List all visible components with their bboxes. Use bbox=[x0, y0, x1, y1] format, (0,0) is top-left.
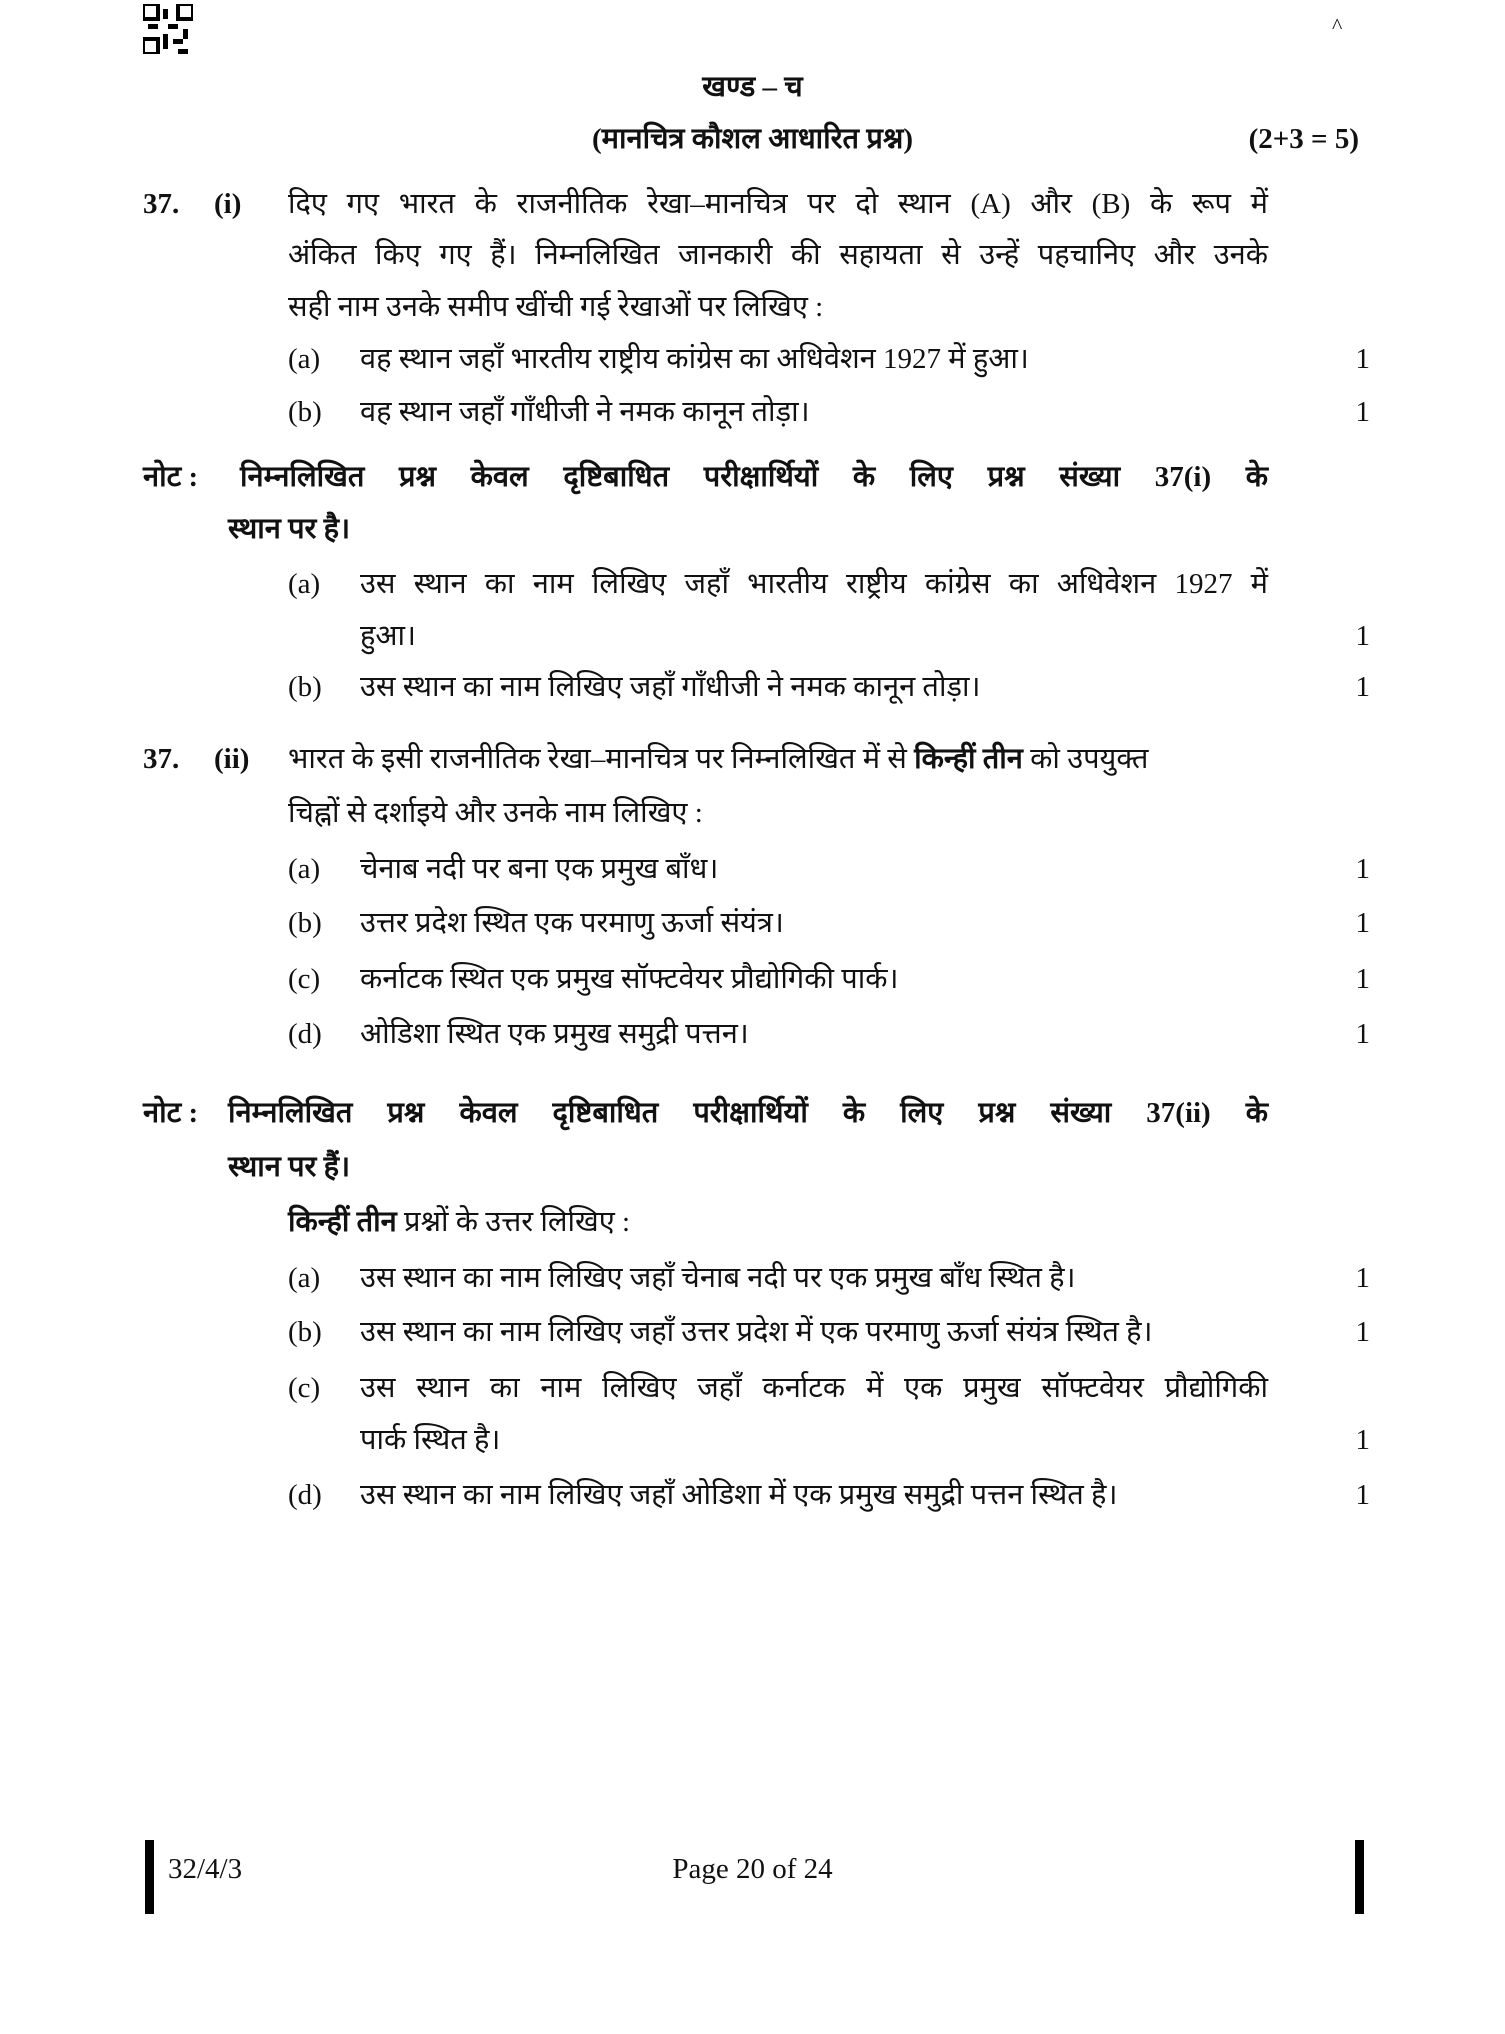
item-marks: 1 bbox=[1355, 907, 1370, 939]
note-text-line: स्थान पर है। bbox=[228, 513, 351, 545]
question-part: (ii) bbox=[214, 743, 250, 775]
item-text: वह स्थान जहाँ भारतीय राष्ट्रीय कांग्रेस का अधिवेशन 1927 में हुआ। bbox=[360, 343, 1029, 375]
item-label: (d) bbox=[288, 1479, 322, 1511]
question-number: 37. bbox=[143, 743, 180, 775]
question-text-line: सही नाम उनके समीप खींची गई रेखाओं पर लिखिए : bbox=[288, 291, 824, 323]
item-text: कर्नाटक स्थित एक प्रमुख सॉफ्टवेयर प्रौद्योगिकी पार्क। bbox=[360, 963, 899, 995]
item-text: चेनाब नदी पर बना एक प्रमुख बाँध। bbox=[360, 853, 719, 885]
item-label: (d) bbox=[288, 1018, 322, 1050]
section-subtitle: (मानचित्र कौशल आधारित प्रश्न) bbox=[591, 123, 913, 155]
item-marks: 1 bbox=[1355, 1018, 1370, 1050]
item-text: उस स्थान का नाम लिखिए जहाँ चेनाब नदी पर एक प्रमुख बाँध स्थित है। bbox=[360, 1262, 1076, 1294]
item-label: (b) bbox=[288, 671, 322, 703]
item-text: उस स्थान का नाम लिखिए जहाँ कर्नाटक में एक प्रमुख सॉफ्टवेयर प्रौद्योगिकी bbox=[360, 1372, 1268, 1404]
item-marks: 1 bbox=[1355, 343, 1370, 375]
total-marks: (2+3 = 5) bbox=[1248, 123, 1359, 155]
item-text: ओडिशा स्थित एक प्रमुख समुद्री पत्तन। bbox=[360, 1018, 749, 1050]
instruction-text bbox=[288, 1204, 630, 1240]
item-text: उत्तर प्रदेश स्थित एक परमाणु ऊर्जा संयंत्र। bbox=[360, 907, 784, 939]
item-label: (a) bbox=[288, 853, 321, 885]
question-part: (i) bbox=[214, 188, 242, 220]
note-label: नोट : bbox=[143, 1097, 199, 1129]
item-marks: 1 bbox=[1355, 671, 1370, 703]
note-text-line: स्थान पर हैं। bbox=[228, 1151, 351, 1183]
item-label: (a) bbox=[288, 1262, 321, 1294]
item-label: (a) bbox=[288, 568, 321, 600]
item-marks: 1 bbox=[1355, 1262, 1370, 1294]
note-label: नोट : bbox=[143, 461, 199, 493]
note-text-line: निम्नलिखित प्रश्न केवल दृष्टिबाधित परीक्षार्थियों के लिए प्रश्न संख्या 37(i) के bbox=[240, 461, 1268, 493]
question-text-line: चिह्नों से दर्शाइये और उनके नाम लिखिए : bbox=[288, 797, 703, 829]
item-marks: 1 bbox=[1355, 853, 1370, 885]
item-text: उस स्थान का नाम लिखिए जहाँ गाँधीजी ने नमक कानून तोड़ा। bbox=[360, 671, 981, 703]
item-label: (c) bbox=[288, 1372, 321, 1404]
text: भारत के इसी राजनीतिक रेखा–मानचित्र पर निम्नलिखित में से bbox=[288, 743, 915, 775]
question-text-line: अंकित किए गए हैं। निम्नलिखित जानकारी की सहायता से उन्हें पहचानिए और उनके bbox=[288, 239, 1268, 271]
item-label: (c) bbox=[288, 963, 321, 995]
item-marks: 1 bbox=[1355, 1424, 1370, 1456]
item-label: (b) bbox=[288, 907, 322, 939]
text: प्रश्नों के उत्तर लिखिए : bbox=[396, 1206, 631, 1238]
item-text: पार्क स्थित है। bbox=[360, 1424, 501, 1456]
note-text-line: निम्नलिखित प्रश्न केवल दृष्टिबाधित परीक्षार्थियों के लिए प्रश्न संख्या 37(ii) के bbox=[228, 1097, 1268, 1129]
item-marks: 1 bbox=[1355, 1316, 1370, 1348]
item-text: वह स्थान जहाँ गाँधीजी ने नमक कानून तोड़ा। bbox=[360, 396, 810, 428]
qr-code bbox=[143, 4, 193, 54]
question-text-line: दिए गए भारत के राजनीतिक रेखा–मानचित्र पर दो स्थान (A) और (B) के रूप में bbox=[288, 188, 1268, 220]
question-text-line bbox=[288, 741, 1148, 777]
item-marks: 1 bbox=[1355, 396, 1370, 428]
item-marks: 1 bbox=[1355, 620, 1370, 652]
question-number: 37. bbox=[143, 188, 180, 220]
section-title: खण्ड – च bbox=[702, 71, 803, 103]
item-label: (b) bbox=[288, 1316, 322, 1348]
text: को उपयुक्त bbox=[1022, 743, 1149, 775]
item-label: (b) bbox=[288, 396, 322, 428]
emphasis-text: किन्हीं तीन bbox=[288, 1206, 397, 1238]
item-text: उस स्थान का नाम लिखिए जहाँ भारतीय राष्ट्रीय कांग्रेस का अधिवेशन 1927 में bbox=[360, 568, 1268, 600]
item-marks: 1 bbox=[1355, 963, 1370, 995]
caret-mark: ^ bbox=[1332, 13, 1343, 38]
item-label: (a) bbox=[288, 343, 321, 375]
emphasis-text: किन्हीं तीन bbox=[914, 743, 1023, 775]
item-text: हुआ। bbox=[360, 620, 417, 652]
item-text: उस स्थान का नाम लिखिए जहाँ उत्तर प्रदेश में एक परमाणु ऊर्जा संयंत्र स्थित है। bbox=[360, 1316, 1153, 1348]
page-number: Page 20 of 24 bbox=[672, 1853, 833, 1885]
item-marks: 1 bbox=[1355, 1479, 1370, 1511]
item-text: उस स्थान का नाम लिखिए जहाँ ओडिशा में एक प्रमुख समुद्री पत्तन स्थित है। bbox=[360, 1479, 1118, 1511]
paper-code: 32/4/3 bbox=[168, 1853, 243, 1885]
